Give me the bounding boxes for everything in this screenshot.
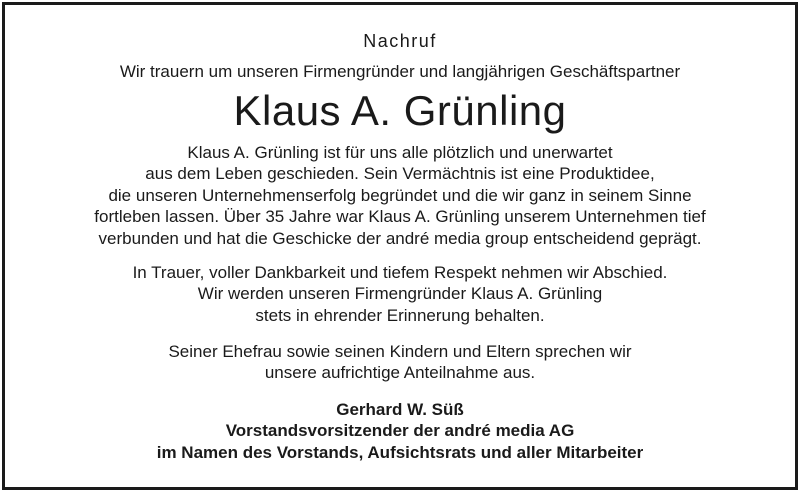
- signatory-title: Vorstandsvorsitzender der andré media AG: [225, 421, 575, 441]
- text-line: stets in ehrender Erinnerung behalten.: [255, 305, 545, 325]
- signatory-name: Gerhard W. Süß: [336, 400, 464, 419]
- paragraph-tribute: [0, 142, 800, 249]
- text-line: die unseren Unternehmenserfolg begründet und die wir ganz in seinem Sinne: [108, 185, 692, 205]
- text-line: verbunden und hat die Geschicke der andré media group entscheidend geprägt.: [98, 228, 702, 248]
- text-line: Klaus A. Grünling ist für uns alle plötzlich und unerwartet: [187, 143, 613, 162]
- text-line: aus dem Leben geschieden. Sein Vermächtnis ist eine Produktidee,: [145, 164, 655, 184]
- paragraph-condolence: [0, 341, 800, 384]
- text-line: Wir werden unseren Firmengründer Klaus A. Grünling: [197, 284, 603, 304]
- text-line: fortleben lassen. Über 35 Jahre war Klaus A. Grünling unserem Unternehmen tief: [94, 207, 706, 227]
- notice-heading: Nachruf: [363, 31, 437, 51]
- paragraph-farewell: [0, 262, 800, 326]
- signatory-behalf: im Namen des Vorstands, Aufsichtsrats und aller Mitarbeiter: [156, 442, 644, 462]
- text-line: Seiner Ehefrau sowie seinen Kindern und Eltern sprechen wir: [168, 342, 632, 361]
- text-line: unsere aufrichtige Anteilnahme aus.: [264, 363, 536, 383]
- text-line: In Trauer, voller Dankbarkeit und tiefem Respekt nehmen wir Abschied.: [132, 263, 668, 282]
- deceased-name: Klaus A. Grünling: [233, 87, 567, 134]
- signature-block: [0, 399, 800, 463]
- notice-intro: Wir trauern um unseren Firmengründer und langjährigen Geschäftspartner: [119, 62, 681, 81]
